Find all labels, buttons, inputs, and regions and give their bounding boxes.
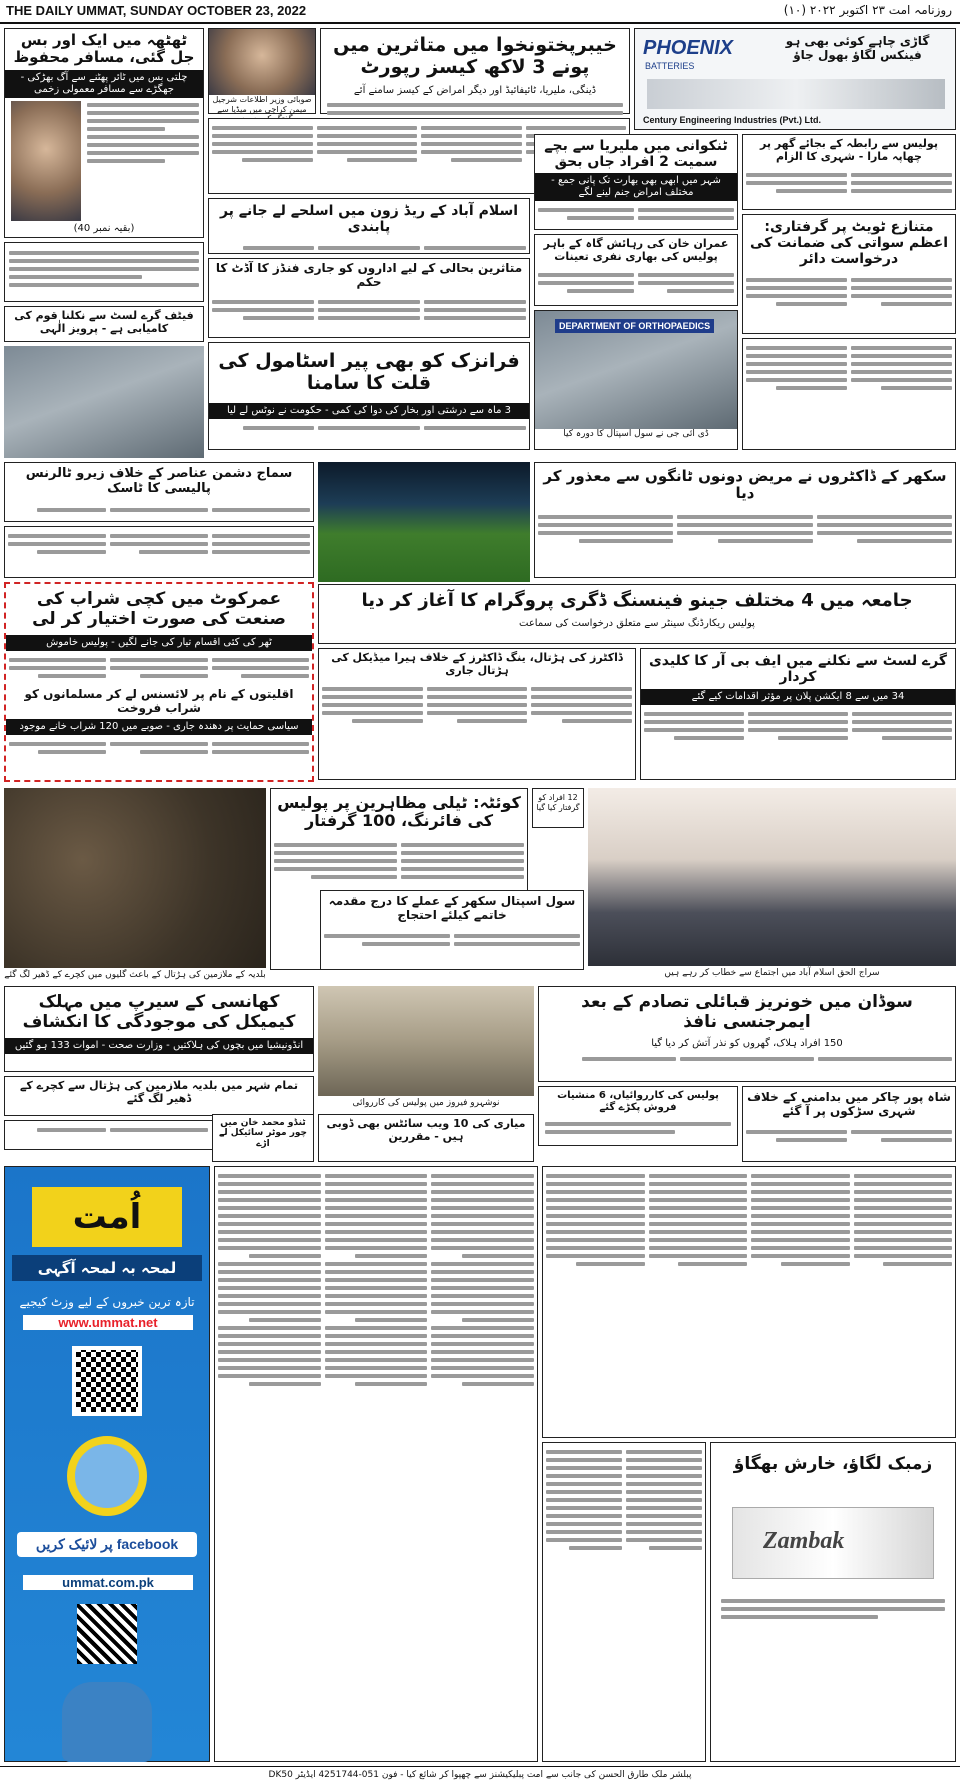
magnifier-icon (67, 1436, 147, 1516)
story-motorbike-theft (212, 1114, 314, 1162)
subheadline: چلتی بس میں ٹائر پھٹنے سے آگ بھڑکی - جھگڑے سے مسافر معمولی زخمی (5, 70, 203, 98)
headline: اسلام آباد کے ریڈ زون میں اسلحے لے جانے پر پابندی (219, 203, 519, 236)
headline: کوئٹہ: ٹیلی مظاہرین پر پولیس کی فائرنگ، 100 گرفتار (277, 793, 521, 831)
car-graphics (647, 79, 945, 109)
headline: فیٹف گرے لسٹ سے نکلنا قوم کی کامیابی ہے - پرویز الٰہی (14, 309, 194, 335)
headline: ڈاکٹرز کی ہڑتال، ینگ ڈاکٹرز کے خلاف ہیرا میڈیکل کی ہڑتال جاری (331, 651, 623, 677)
qr-code (72, 1346, 142, 1416)
masthead-english-date: THE DAILY UMMAT, SUNDAY OCTOBER 23, 2022 (6, 3, 307, 18)
headline: عمران خان کی رہائش گاہ کے باہر پولیس کی بھاری نفری تعینات (543, 237, 729, 263)
headline: جامعہ میں 4 مختلف جینو فینسنگ ڈگری پروگرام کا آغاز کر دیا (361, 590, 913, 611)
story-narcotics (538, 1086, 738, 1146)
story-quote-left (4, 306, 204, 342)
right-body-text (742, 338, 956, 450)
left-brief (4, 242, 204, 302)
phoenix-battery-ad (634, 28, 956, 130)
minorities-headline: اقلیتوں کے نام پر لائسنس لے کر مسلمانوں کو شراب فروخت (24, 687, 294, 715)
subheadline: 150 افراد ہلاک، گھروں کو نذر آتش کر دیا گیا (651, 1038, 843, 1050)
headline: سماج دشمن عناصر کے خلاف زیرو ٹالرنس پالیسی کا ٹاسک (25, 466, 293, 496)
thumbs-up-icon (62, 1682, 152, 1762)
story-grey-list-fbr (640, 648, 956, 780)
subheadline: ٹھر کی کئی اقسام تیار کی جانے لگیں - پولیس خاموش (6, 635, 312, 651)
headline: سوڈان میں خونریز قبائلی تصادم کے بعد ایمرجنسی نافذ (581, 992, 913, 1032)
story-disputed-tweet (742, 214, 956, 334)
subheadline: پولیس ریکارڈنگ سینٹر سے متعلق درخواست کی سماعت (519, 617, 755, 629)
story-media-policy (4, 462, 314, 522)
subheadline: 3 ماہ سے درشتی اور بخار کی دوا کی کمی - حکومت نے نوٹس لے لیا (209, 403, 529, 419)
left-mid-text (4, 526, 314, 578)
headline: ٹھٹھہ میں ایک اور بس جل گئی، مسافر محفوظ (13, 31, 195, 67)
like-label: پر لائیک کریں (35, 1536, 113, 1552)
ummat-pk: ummat.com.pk (23, 1575, 193, 1590)
masthead (0, 0, 960, 24)
story-university-program (318, 584, 956, 644)
ummat-web: www.ummat.net (23, 1315, 193, 1330)
phoenix-brand: PHOENIX (643, 37, 734, 59)
story-police-raid (742, 134, 956, 210)
phoenix-tagline: گاڑی چاہے کوئی بھی ہو فینکس لگاؤ بھول جاؤ (785, 34, 930, 62)
story-sudan-emergency (538, 986, 956, 1082)
police-raid-photo (318, 986, 534, 1096)
gathering-photo (588, 788, 956, 966)
police-raid-caption: نوشہرو فیروز میں پولیس کی کارروائی (352, 1098, 500, 1108)
ummat-ad (4, 1166, 210, 1762)
orthopaedics-photo-block (534, 310, 738, 450)
headline: متنازع ٹویٹ پر گرفتاری: اعظم سواتی کی ضمانت کی درخواست دائر (749, 219, 949, 268)
headline: عمرکوٹ میں کچی شراب کی صنعت کی صورت اختیار کر لی (32, 589, 286, 629)
headline: گرے لسٹ سے نکلنے میں ایف بی آر کا کلیدی کردار (648, 653, 948, 686)
photo-caption: صوبائی وزیر اطلاعات شرجیل میمن کراچی میں میڈیا سے (212, 95, 312, 114)
headline: خیبرپختونخوا میں متاثرین میں پونے 3 لاکھ کیسز رپورٹ (333, 34, 617, 78)
story-paracetamol-shortage (208, 342, 530, 450)
story-shahpur-protest (742, 1086, 956, 1162)
story-doctor-negligence (534, 462, 956, 578)
quetta-sub-box (532, 788, 584, 828)
phoenix-sub: BATTERIES (645, 61, 695, 71)
zambak-tube (732, 1507, 934, 1579)
subheadline: انڈونیشیا میں بچوں کی ہلاکتیں - وزارت صحت - اموات 133 ہو گئیں (5, 1038, 313, 1054)
headline: پولیس کی کارروائیاں، 6 منشیات فروش پکڑے گئے (557, 1090, 719, 1113)
minorities-subheadline: سیاسی حمایت پر دھندہ جاری - صوبے میں 120 شراب خانے موجود (6, 719, 312, 735)
story-cough-syrup (4, 986, 314, 1072)
story-omarkot-liquor (4, 582, 314, 782)
subheadline: 34 میں سے 8 ایکشن پلان پر مؤثر اقدامات کیے گئے (641, 689, 955, 705)
bottom-narrow-column (542, 1442, 706, 1762)
zambak-headline: زمبک لگاؤ، خارش بھگاؤ (733, 1454, 933, 1474)
story-doctors-protest (318, 648, 636, 780)
headline: شاہ پور چاکر میں بدامنی کے خلاف شہری سڑکوں پر آ گئے (747, 1090, 951, 1118)
headline: پولیس سے رابطہ کے بجائے گھر پر چھاپہ مارا - شہری کا الزام (760, 137, 938, 163)
zambak-brand: Zambak (763, 1527, 845, 1554)
phoenix-company: Century Engineering Industries (Pvt.) Ltd. (643, 115, 822, 125)
headline: کھانسی کے سیرپ میں مہلک کیمیکل کی موجودگی کا انکشاف (22, 992, 296, 1032)
subheadline: شہر میں ابھی بھی بھارت تک پانی جمع - مختلف امراض جنم لینے لگے (535, 173, 737, 201)
story-malaria (534, 134, 738, 230)
story-bus-fire (4, 28, 204, 238)
facebook-label: facebook (116, 1536, 179, 1552)
story-relief-audit (208, 258, 530, 338)
headline: فرانزک کو بھی پیر اسٹامول کی قلت کا سامنا (218, 350, 520, 394)
footer-imprint: پبلشر ملک طارق الحسن کی جانب سے امت پبلیکیشنز سے چھپوا کر شائع کیا - فون 051-4251744 ایڈیٹر DK50 (0, 1766, 960, 1784)
headline: ٹنڈو محمد خان میں چور موٹر سائیکل لے اڑے (218, 1118, 308, 1149)
headline: سکھر کے ڈاکٹروں نے مریض دونوں ٹانگوں سے معذور کر دیا (543, 467, 947, 503)
headline: میاری کی 10 ویب سائٹس بھی ڈوبی ہیں - مقررین (326, 1117, 526, 1143)
story-sanitation (4, 1076, 314, 1116)
bottom-center-columns (214, 1166, 538, 1762)
minister-photo-block (208, 28, 316, 114)
garbage-caption: بلدیہ کے ملازمین کی ہڑتال کے باعث گلیوں میں کچرے کے ڈھیر لگ گئے (4, 970, 266, 980)
story-civil-hospital (320, 890, 584, 970)
story-ten-websites (318, 1114, 534, 1162)
garbage-photo (4, 788, 266, 968)
photo-caption: ڈی آئی جی نے سول اسپتال کا دورہ کیا (563, 429, 709, 439)
headline: تمام شہر میں بلدیہ ملازمین کی ہڑتال سے کچرے کے ڈھیر لگ گئے (19, 1079, 299, 1105)
zambak-ad (710, 1442, 956, 1762)
headline: متاثرین بحالی کے لیے اداروں کو جاری فنڈز کا آڈٹ کا حکم (215, 261, 523, 289)
story-imran-security (534, 234, 738, 306)
headline: سول اسپتال سکھر کے عملے کا درج مقدمہ خاتمے کیلئے احتجاج (328, 894, 576, 922)
subheadline: ڈینگی، ملیریا، ٹائیفائیڈ اور دیگر امراض کے کیسز سامنے آئے (353, 84, 597, 96)
ummat-slogan: لمحہ بہ لمحہ آگہی (12, 1255, 202, 1281)
orthopaedics-sign: DEPARTMENT OF ORTHOPAEDICS (555, 319, 714, 333)
continued-ref: (بقیہ نمبر 40) (73, 223, 135, 234)
subheadline: 12 افراد کو گرفتار کیا گیا (536, 793, 580, 812)
ummat-visit: تازہ ترین خبروں کے لیے وزٹ کیجیے (19, 1295, 195, 1309)
minister-photo (209, 29, 315, 95)
cricket-photo (318, 462, 530, 582)
ummat-logo: اُمت (32, 1187, 182, 1247)
person-photo (11, 101, 81, 221)
story-kpk-cases (320, 28, 630, 114)
qr-code-2 (77, 1604, 137, 1664)
hospital-photo (535, 311, 737, 429)
headline: ٹنکوانی میں ملیریا سے بچے سمیت 2 افراد جاں بحق (544, 138, 728, 171)
bottom-right-columns (542, 1166, 956, 1438)
story-islamabad-weapons (208, 198, 530, 254)
group-photo (4, 346, 204, 458)
masthead-urdu-date: روزنامہ امت ۲۳ اکتوبر ۲۰۲۲ (۱۰) (783, 3, 952, 17)
gathering-caption: سراج الحق اسلام آباد میں اجتماع سے خطاب کر رہے ہیں (664, 968, 880, 978)
